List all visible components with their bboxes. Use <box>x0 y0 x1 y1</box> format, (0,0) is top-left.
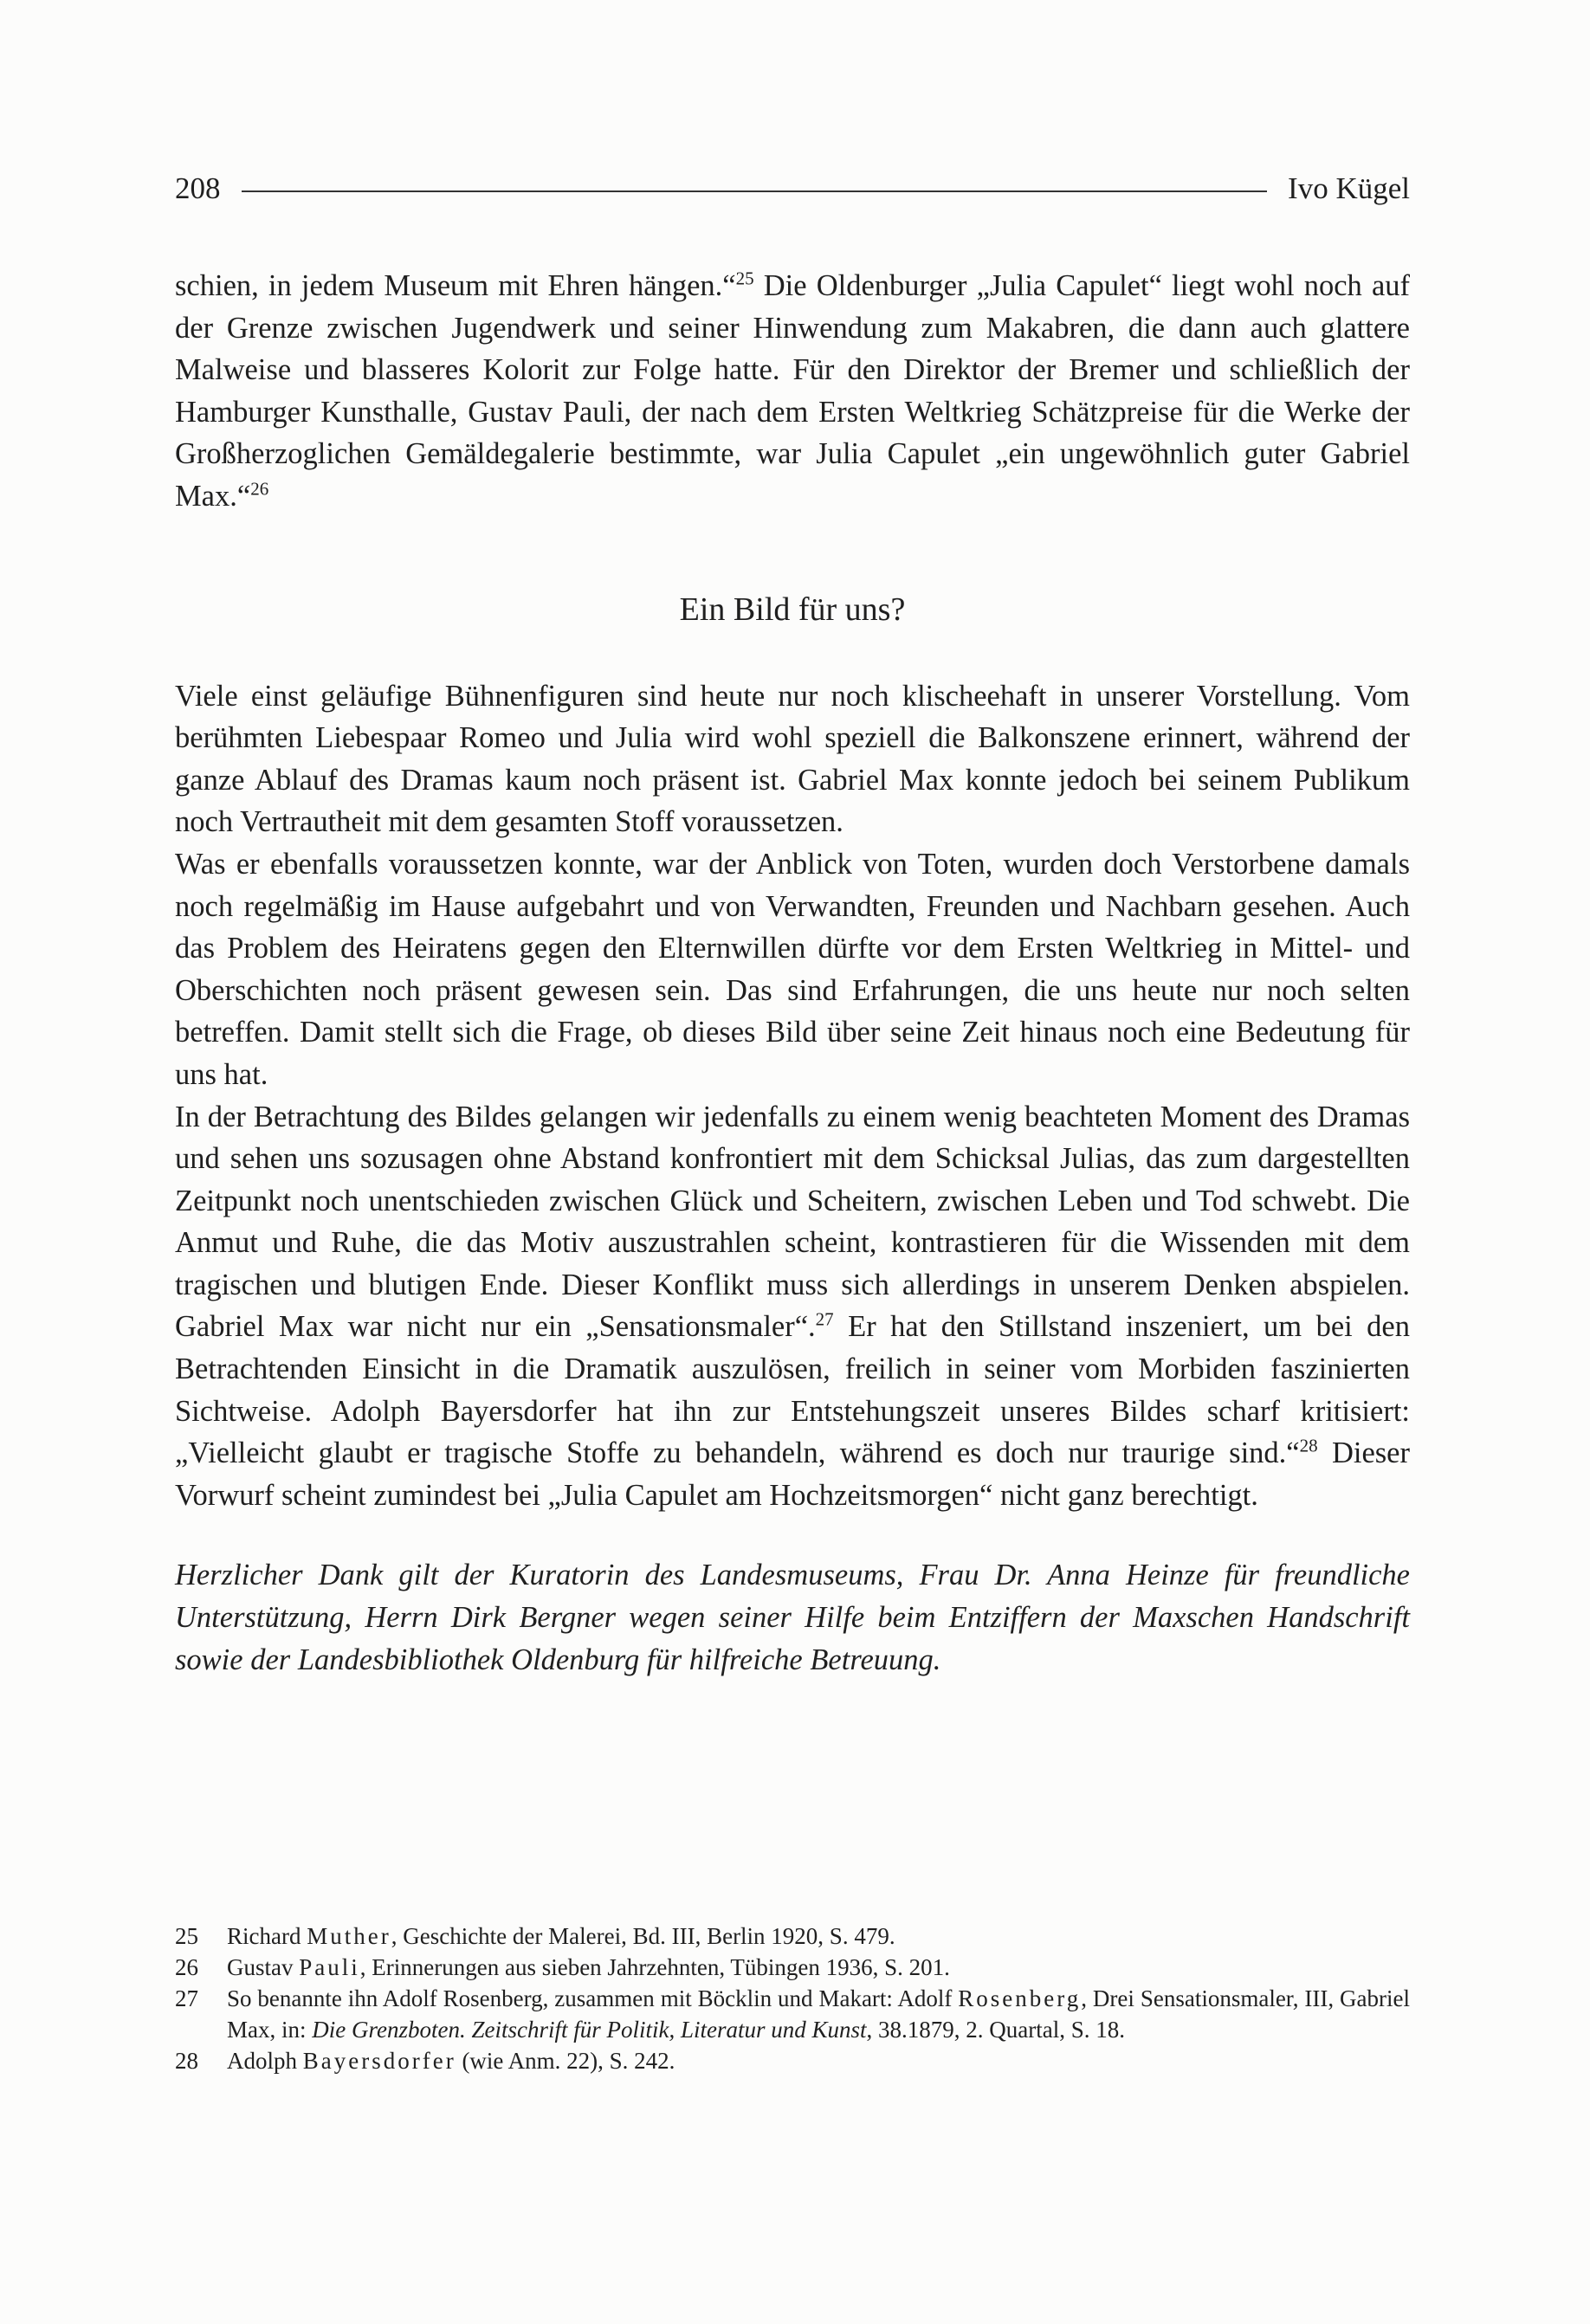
footnote-ref-26[interactable]: 26 <box>250 478 269 500</box>
footnote-number: 27 <box>175 1985 198 2011</box>
footnote-text <box>227 1921 1410 1952</box>
footnote-text <box>227 2045 1410 2076</box>
paragraph-2: Viele einst geläufige Bühnenfiguren sind heute nur noch klischeehaft in unserer Vorstellung. Vom berühmten Liebespaar Romeo und Julia wird wohl speziell die Balkonszene erinnert, während der ganze Ablauf des Dramas kaum noch präsent ist. Gabriel Max konnte jedoch bei seinem Publikum noch Vertrautheit mit dem gesamten Stoff voraussetzen. <box>175 679 1410 839</box>
footnote-text <box>227 1952 1410 1983</box>
paragraph-3: Was er ebenfalls voraussetzen konnte, war der Anblick von Toten, wurden doch Verstorbene damals noch regelmäßig im Hause aufgebahrt und von Verwandten, Freunden und Nachbarn gesehen. Auch das Problem des Heiratens gegen den Elternwillen dürfte vor dem Ersten Weltkrieg in Mittel- und Oberschichten noch präsent gewesen sein. Das sind Erfahrungen, die uns heute nur noch selten betreffen. Damit stellt sich die Frage, ob dieses Bild über seine Zeit hinaus noch eine Bedeutung für uns hat. <box>175 847 1410 1091</box>
footnote-ref-25[interactable]: 25 <box>735 268 754 289</box>
header-rule <box>242 190 1268 192</box>
paragraph-4-text-b: Er hat den Stillstand inszeniert, um bei den Betrachtenden Einsicht in die Dramatik auszulösen, freilich in seiner vom Morbiden faszinierten Sichtweise. Adolph Bayersdorfer hat ihn zur Entstehungszeit unseres Bildes scharf kritisiert: „Vielleicht glaubt er tragische Stoffe zu behandeln, während es doch nur traurige sind.“ <box>175 1310 1410 1470</box>
footnotes <box>175 1921 1410 2076</box>
footnote-ref-27[interactable]: 27 <box>815 1308 834 1330</box>
footnote-28 <box>175 2045 1410 2076</box>
acknowledgement: Herzlicher Dank gilt der Kuratorin des Landesmuseums, Frau Dr. Anna Heinze für freundliche Unterstützung, Herrn Dirk Bergner wegen seiner Hilfe beim Entziffern der Maxschen Handschrift sowie der Landesbibliothek Oldenburg für hilfreiche Betreuung. <box>175 1559 1410 1676</box>
paragraph-4 <box>175 1096 1410 1517</box>
page-number: 208 <box>175 171 221 205</box>
footnote-text-pre: So benannte ihn Adolf Rosenberg, zusammen mit Böcklin und Makart: Adolf <box>227 1985 959 2011</box>
footnote-text-post: , Erinnerungen aus sieben Jahrzehnten, Tübingen 1936, S. 201. <box>359 1954 950 1980</box>
footnote-ref-28[interactable]: 28 <box>1299 1435 1318 1456</box>
footnote-text <box>227 1983 1410 2045</box>
footnote-text-mid: , Drei Sensationsmaler, III, Gabriel Max, in: <box>227 1985 1410 2043</box>
paragraph-1 <box>175 265 1410 518</box>
footnote-text-post: (wie Anm. 22), S. 242. <box>456 2048 675 2074</box>
footnote-author: Muther <box>307 1923 391 1949</box>
paragraph-1-text-a: schien, in jedem Museum mit Ehren hängen.“ <box>175 269 736 302</box>
section-heading: Ein Bild für uns? <box>679 591 906 628</box>
footnote-26 <box>175 1952 1410 1983</box>
footnote-number: 26 <box>175 1954 198 1980</box>
footnote-journal-title: Die Grenzboten. Zeitschrift für Politik, Literatur und Kunst <box>312 2017 867 2043</box>
footnote-number: 25 <box>175 1923 198 1949</box>
paragraph-4-text-a: In der Betrachtung des Bildes gelangen wir jedenfalls zu einem wenig beachteten Moment des Dramas und sehen uns sozusagen ohne Abstand konfrontiert mit dem Schicksal Julias, das zum dargestellten Zeitpunkt noch unentschieden zwischen Glück und Scheitern, zwischen Leben und Tod schwebt. Die Anmut und Ruhe, die das Motiv auszustrahlen scheint, kontrastieren für die Wissenden mit dem tragischen und blutigen Ende. Dieser Konflikt muss sich allerdings in unserem Denken abspielen. Gabriel Max war nicht nur ein „Sensationsmaler“. <box>175 1100 1410 1344</box>
paragraph-1-text-b: Die Oldenburger „Julia Capulet“ liegt wohl noch auf der Grenze zwischen Jugendwerk und seiner Hinwendung zum Makabren, die dann auch glattere Malweise und blasseres Kolorit zur Folge hatte. Für den Direktor der Bremer und schließlich der Hamburger Kunsthalle, Gustav Pauli, der nach dem Ersten Weltkrieg Schätzpreise für die Werke der Großherzoglichen Gemäldegalerie bestimmte, war Julia Capulet „ein ungewöhnlich guter Gabriel Max.“ <box>175 269 1410 513</box>
body-text <box>175 265 1410 1681</box>
running-head: Ivo Kügel <box>1288 171 1410 205</box>
footnote-text-post: , 38.1879, 2. Quartal, S. 18. <box>866 2017 1125 2043</box>
footnote-25 <box>175 1921 1410 1952</box>
footnote-text-pre: Gustav <box>227 1954 300 1980</box>
footnote-text-pre: Richard <box>227 1923 307 1949</box>
footnote-text-post: , Geschichte der Malerei, Bd. III, Berlin 1920, S. 479. <box>391 1923 895 1949</box>
footnote-author: Rosenberg <box>958 1985 1082 2011</box>
footnote-text-pre: Adolph <box>227 2048 303 2074</box>
footnote-author: Pauli <box>299 1954 360 1980</box>
footnote-number: 28 <box>175 2048 198 2074</box>
footnote-27 <box>175 1983 1410 2045</box>
paragraph-4-text-c: Dieser Vorwurf scheint zumindest bei „Julia Capulet am Hochzeitsmorgen“ nicht ganz berechtigt. <box>175 1436 1410 1512</box>
page-header <box>175 163 1410 215</box>
footnote-author: Bayersdorfer <box>302 2048 456 2074</box>
